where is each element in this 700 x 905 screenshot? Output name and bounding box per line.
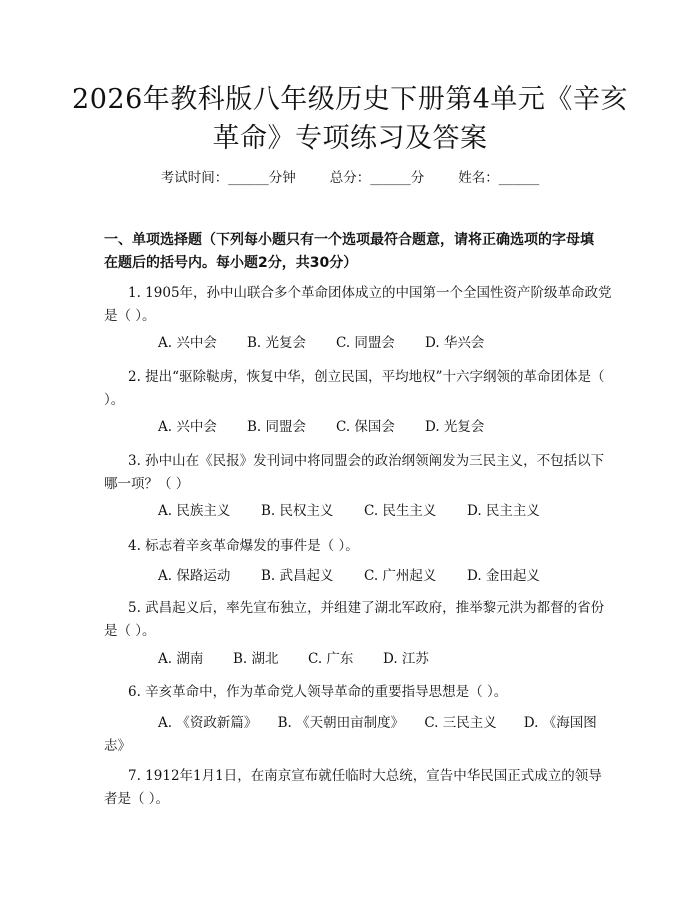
option-a: A. 民族主义 — [158, 503, 231, 519]
question-3 — [104, 450, 614, 496]
option-b: B. 同盟会 — [247, 419, 307, 435]
question-4-options — [158, 566, 540, 586]
option-d: D. 民主主义 — [467, 503, 540, 519]
question-5 — [104, 597, 614, 643]
option-a: A. 湖南 — [158, 651, 204, 667]
question-2 — [104, 366, 614, 412]
student-name-field: 姓名：______ — [458, 170, 540, 186]
option-b: B. 光复会 — [247, 335, 307, 351]
option-d: D. 光复会 — [425, 419, 485, 435]
question-6-options — [104, 712, 614, 758]
total-score-field: 总分：______分 — [329, 170, 425, 186]
option-d: D. 金田起义 — [467, 568, 540, 584]
question-1 — [104, 282, 614, 328]
option-c: C. 广东 — [308, 651, 354, 667]
option-d: D. 华兴会 — [425, 335, 485, 351]
page-title: 2026年教科版八年级历史下册第4单元《辛亥革命》专项练习及答案 — [72, 84, 628, 154]
question-4 — [104, 535, 614, 558]
question-text: 2. 提出“驱除鞑虏，恢复中华，创立民国，平均地权”十六字纲领的革命团体是（ ）。 — [104, 369, 605, 408]
options-line: A. 《资政新篇》 B. 《天朝田亩制度》 C. 三民主义 D. 《海国图志》 — [104, 715, 597, 754]
question-1-options — [158, 333, 484, 353]
question-text: 7. 1912年1月1日，在南京宣布就任临时大总统，宣告中华民国正式成立的领导者是（ ）。 — [104, 768, 602, 807]
question-text: 6. 辛亥革命中，作为革命党人领导革命的重要指导思想是（ ）。 — [128, 684, 508, 700]
option-b: B. 武昌起义 — [261, 568, 334, 584]
option-b: B. 湖北 — [233, 651, 279, 667]
question-3-options — [158, 501, 540, 521]
option-c: C. 广州起义 — [364, 568, 437, 584]
option-c: C. 民生主义 — [364, 503, 437, 519]
option-a: A. 兴中会 — [158, 335, 217, 351]
question-text: 3. 孙中山在《民报》发刊词中将同盟会的政治纲领阐发为三民主义，不包括以下哪一项？（ ） — [104, 453, 605, 492]
option-a: A. 兴中会 — [158, 419, 217, 435]
exam-meta — [0, 168, 700, 188]
question-5-options — [158, 649, 429, 669]
question-text: 1. 1905年，孙中山联合多个革命团体成立的中国第一个全国性资产阶级革命政党是（ ）。 — [104, 285, 612, 324]
exam-time-field: 考试时间：______分钟 — [160, 170, 296, 186]
question-text: 4. 标志着辛亥革命爆发的事件是（ ）。 — [128, 538, 359, 554]
option-d: D. 江苏 — [383, 651, 429, 667]
question-6 — [104, 681, 614, 704]
option-b: B. 民权主义 — [261, 503, 334, 519]
question-text: 5. 武昌起义后，率先宣布独立，并组建了湖北军政府，推举黎元洪为都督的省份是（ ）。 — [104, 600, 605, 639]
option-c: C. 同盟会 — [336, 335, 395, 351]
option-a: A. 保路运动 — [158, 568, 231, 584]
question-7 — [104, 765, 614, 811]
section-heading: 一、单项选择题（下列每小题只有一个选项最符合题意，请将正确选项的字母填在题后的括号内。每小题2分，共30分） — [104, 232, 594, 271]
question-2-options — [158, 417, 484, 437]
option-c: C. 保国会 — [336, 419, 395, 435]
